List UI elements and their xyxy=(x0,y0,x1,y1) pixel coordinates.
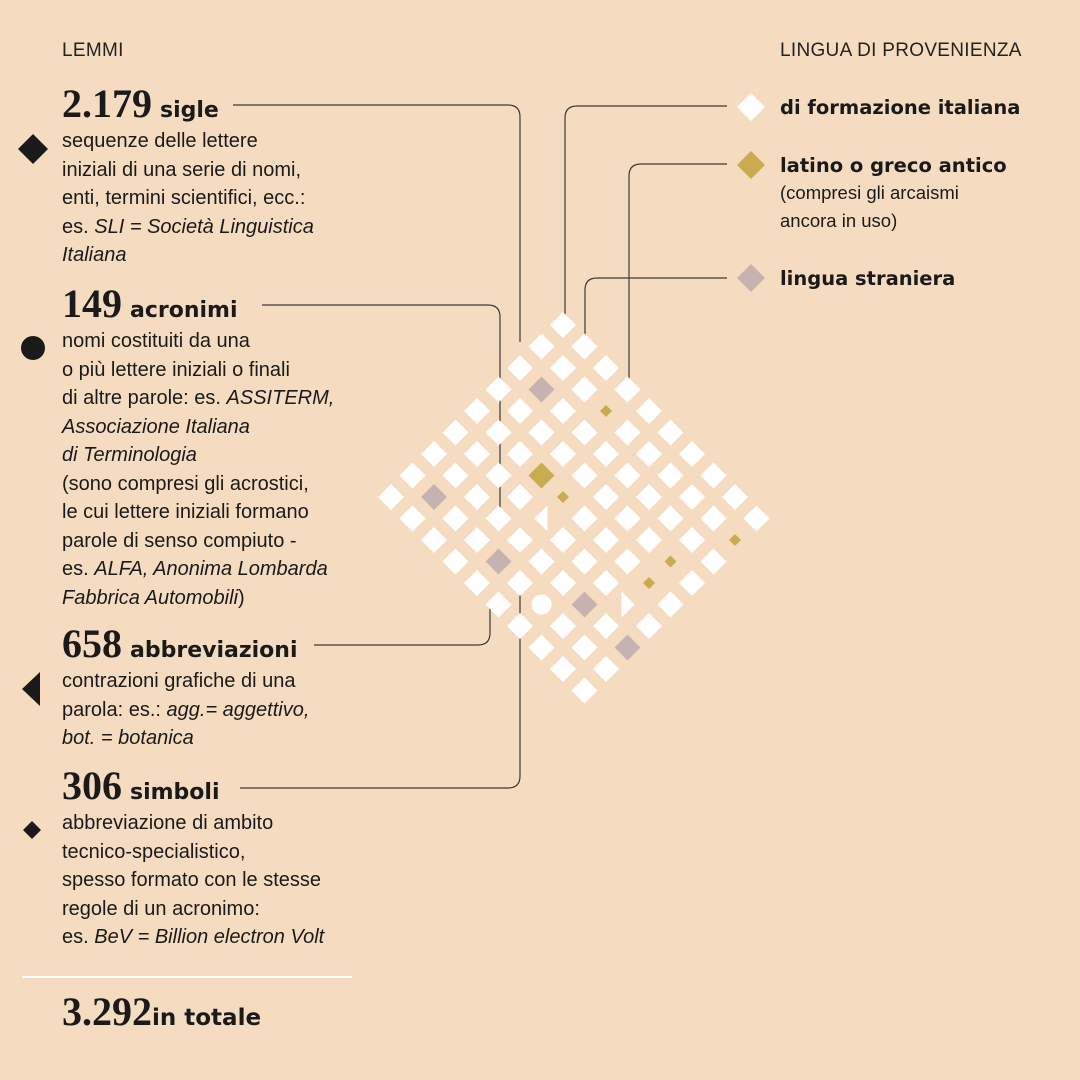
pattern-glyph xyxy=(443,506,469,532)
pattern-glyph xyxy=(658,592,684,618)
description-line: nomi costituiti da una xyxy=(62,330,250,352)
pattern-glyph xyxy=(464,398,490,424)
pattern-glyph xyxy=(443,463,469,489)
pattern-glyph xyxy=(550,312,576,338)
pattern-glyph xyxy=(507,613,533,639)
pattern-glyph xyxy=(486,420,512,446)
lemmi-header: LEMMI xyxy=(62,40,124,61)
pattern-glyph xyxy=(572,635,598,661)
pattern-glyph xyxy=(486,506,512,532)
description-line: le cui lettere iniziali formano xyxy=(62,501,309,523)
pattern-glyph xyxy=(593,484,619,510)
pattern-glyph xyxy=(722,484,748,510)
description-line: es. SLI = Società Linguistica xyxy=(62,215,314,238)
pattern-glyph xyxy=(550,570,576,596)
pattern-glyph xyxy=(665,556,677,568)
pattern-glyph xyxy=(421,484,447,510)
pattern-glyph xyxy=(486,592,512,618)
pattern-glyph xyxy=(535,506,548,532)
pattern-glyph xyxy=(464,441,490,467)
pattern-glyph xyxy=(593,656,619,682)
pattern-glyph xyxy=(572,420,598,446)
pattern-glyph xyxy=(636,441,662,467)
description-line: parola: es.: agg.= aggettivo, xyxy=(62,698,310,721)
description-line: Italiana xyxy=(62,244,127,266)
description-line: di altre parole: es. ASSITERM, xyxy=(62,387,335,409)
pattern-glyph xyxy=(572,592,598,618)
description-line: iniziali di una serie di nomi, xyxy=(62,158,302,181)
pattern-glyph xyxy=(486,549,512,575)
pattern-glyph xyxy=(529,334,555,360)
pattern-glyph xyxy=(679,441,705,467)
pattern-glyph xyxy=(507,527,533,553)
legend-note-2: ancora in uso) xyxy=(780,210,898,231)
legend-label: di formazione italiana xyxy=(780,96,1021,119)
pattern-glyph xyxy=(658,463,684,489)
description-line: Fabbrica Automobili) xyxy=(62,586,245,609)
pattern-glyph xyxy=(557,491,569,503)
pattern-glyph xyxy=(615,549,641,575)
pattern-glyph xyxy=(593,570,619,596)
description-line: di Terminologia xyxy=(62,444,197,466)
pattern-glyph xyxy=(550,656,576,682)
pattern-glyph xyxy=(572,549,598,575)
category-name: acronimi xyxy=(130,298,238,323)
pattern-glyph xyxy=(615,420,641,446)
pattern-glyph xyxy=(507,398,533,424)
pattern-glyph xyxy=(507,484,533,510)
pattern-glyph xyxy=(550,527,576,553)
pattern-glyph xyxy=(622,592,635,618)
pattern-glyph xyxy=(679,570,705,596)
pattern-glyph xyxy=(464,484,490,510)
pattern-glyph xyxy=(593,355,619,381)
pattern-glyph xyxy=(729,534,741,546)
category-count: 2.179 xyxy=(62,81,152,126)
total-label: in totale xyxy=(152,1005,262,1031)
pattern-glyph xyxy=(658,506,684,532)
pattern-glyph xyxy=(550,355,576,381)
pattern-glyph xyxy=(593,613,619,639)
pattern-glyph xyxy=(593,441,619,467)
pattern-glyph xyxy=(443,549,469,575)
pattern-glyph xyxy=(636,527,662,553)
description-line: tecnico-specialistico, xyxy=(62,840,246,863)
pattern-glyph xyxy=(486,463,512,489)
category-count: 658 xyxy=(62,621,122,666)
description-line: bot. = botanica xyxy=(62,727,194,749)
pattern-glyph xyxy=(679,484,705,510)
pattern-glyph xyxy=(421,527,447,553)
pattern-glyph xyxy=(572,377,598,403)
category-count: 306 xyxy=(62,763,122,808)
description-line: parole di senso compiuto - xyxy=(62,529,297,552)
description-line: sequenze delle lettere xyxy=(62,130,258,152)
pattern-glyph xyxy=(636,484,662,510)
pattern-glyph xyxy=(421,441,447,467)
pattern-glyph xyxy=(701,506,727,532)
pattern-glyph xyxy=(572,463,598,489)
pattern-glyph xyxy=(550,613,576,639)
pattern-glyph xyxy=(378,484,404,510)
description-line: es. ALFA, Anonima Lombarda xyxy=(62,558,328,580)
description-line: contrazioni grafiche di una xyxy=(62,670,296,692)
description-line: o più lettere iniziali o finali xyxy=(62,358,290,381)
pattern-glyph xyxy=(593,527,619,553)
pattern-glyph xyxy=(529,635,555,661)
pattern-glyph xyxy=(550,441,576,467)
description-line: (sono compresi gli acrostici, xyxy=(62,472,309,495)
category-count: 149 xyxy=(62,281,122,326)
pattern-glyph xyxy=(507,441,533,467)
pattern-glyph xyxy=(464,570,490,596)
legend-label: latino o greco antico xyxy=(780,154,1007,177)
pattern-glyph xyxy=(443,420,469,446)
category-name: simboli xyxy=(130,780,220,805)
pattern-glyph xyxy=(744,506,770,532)
pattern-glyph xyxy=(572,506,598,532)
legend-note-1: (compresi gli arcaismi xyxy=(780,182,959,203)
pattern-glyph xyxy=(615,377,641,403)
pattern-glyph xyxy=(701,549,727,575)
pattern-glyph xyxy=(615,635,641,661)
category-name: abbreviazioni xyxy=(130,638,298,663)
pattern-glyph xyxy=(658,420,684,446)
pattern-glyph xyxy=(400,463,426,489)
total-count: 3.292 xyxy=(62,989,152,1034)
pattern-glyph xyxy=(615,506,641,532)
pattern-glyph xyxy=(507,570,533,596)
description-line: enti, termini scientifici, ecc.: xyxy=(62,187,306,209)
pattern-glyph xyxy=(636,398,662,424)
pattern-glyph xyxy=(486,377,512,403)
description-line: es. BeV = Billion electron Volt xyxy=(62,926,325,948)
pattern-glyph xyxy=(572,678,598,704)
pattern-glyph xyxy=(529,377,555,403)
pattern-glyph xyxy=(679,527,705,553)
legend-label: lingua straniera xyxy=(780,267,956,290)
description-line: abbreviazione di ambito xyxy=(62,812,274,834)
description-line: Associazione Italiana xyxy=(62,415,250,438)
pattern-glyph xyxy=(701,463,727,489)
pattern-glyph xyxy=(615,463,641,489)
pattern-glyph xyxy=(600,405,612,417)
pattern-glyph xyxy=(572,334,598,360)
description-line: regole di un acronimo: xyxy=(62,897,260,920)
origin-header: LINGUA DI PROVENIENZA xyxy=(780,40,1022,61)
pattern-glyph xyxy=(529,463,555,489)
pattern-glyph xyxy=(532,595,552,615)
pattern-glyph xyxy=(643,577,655,589)
description-line: spesso formato con le stesse xyxy=(62,869,322,891)
category-name: sigle xyxy=(160,98,219,123)
pattern-glyph xyxy=(529,420,555,446)
pattern-glyph xyxy=(636,613,662,639)
pattern-glyph xyxy=(464,527,490,553)
pattern-glyph xyxy=(507,355,533,381)
pattern-glyph xyxy=(529,549,555,575)
pattern-glyph xyxy=(400,506,426,532)
pattern-glyph xyxy=(550,398,576,424)
